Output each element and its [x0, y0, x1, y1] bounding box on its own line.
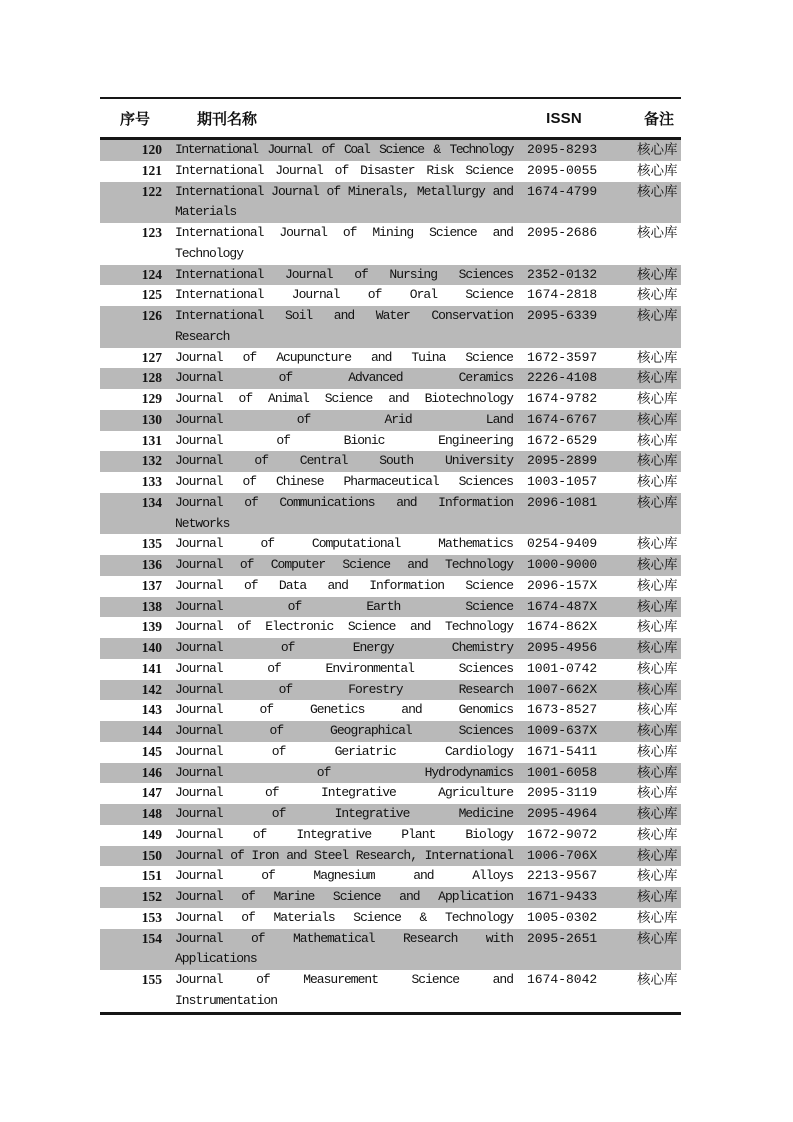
journal-remark: 核心库	[637, 868, 678, 884]
row-number: 137	[141, 577, 162, 593]
row-number: 148	[141, 806, 162, 821]
table-row	[100, 970, 681, 1012]
journal-remark: 核心库	[637, 142, 678, 157]
journal-name: Journal of Data and Information Science	[175, 577, 513, 593]
table-row	[100, 451, 681, 472]
table-row	[100, 265, 681, 286]
row-number: 144	[141, 723, 162, 738]
journal-name: Journal of Electronic Science and Technology	[175, 619, 513, 635]
journal-issn: 1000-9000	[527, 557, 598, 572]
journal-issn: 1674-4799	[527, 183, 598, 199]
row-number: 131	[141, 432, 162, 448]
journal-remark: 核心库	[637, 702, 678, 718]
row-number: 143	[141, 702, 162, 718]
table-row	[100, 389, 681, 410]
table-row	[100, 846, 681, 867]
row-number: 135	[141, 536, 162, 552]
table-row	[100, 929, 681, 971]
journal-issn: 1673-8527	[527, 702, 598, 718]
journal-name: Journal of Central South University	[175, 453, 513, 469]
journal-remark: 核心库	[637, 577, 678, 593]
journal-remark: 核心库	[637, 162, 678, 178]
journal-issn: 2096-157X	[527, 577, 598, 593]
journal-remark: 核心库	[637, 536, 678, 552]
journal-issn: 2095-0055	[527, 162, 598, 178]
journal-remark: 核心库	[637, 909, 678, 925]
journal-name: International Soil and Water Conservation Research	[175, 308, 513, 344]
journal-issn: 1674-9782	[527, 391, 598, 406]
journal-name: Journal of Advanced Ceramics	[175, 370, 513, 386]
journal-remark: 核心库	[637, 308, 678, 323]
table-row	[100, 472, 681, 493]
journal-remark: 核心库	[637, 806, 678, 821]
journal-issn: 1674-2818	[527, 287, 598, 303]
journal-remark: 核心库	[637, 266, 678, 282]
row-number: 126	[141, 308, 162, 323]
journal-remark: 核心库	[637, 183, 678, 199]
journal-name: Journal of Environmental Sciences	[175, 660, 513, 676]
row-number: 140	[141, 640, 162, 655]
journal-issn: 1671-9433	[527, 889, 598, 904]
table-row	[100, 804, 681, 825]
journal-remark: 核心库	[637, 619, 678, 635]
journal-name: Journal of Computer Science and Technology	[175, 557, 513, 572]
journal-remark: 核心库	[637, 287, 678, 303]
journal-issn: 2095-2686	[527, 225, 598, 240]
table-row	[100, 161, 681, 182]
row-number: 147	[141, 785, 162, 801]
journal-remark: 核心库	[637, 930, 678, 946]
table-row	[100, 182, 681, 224]
row-number: 154	[141, 930, 162, 946]
journal-issn: 2095-3119	[527, 785, 598, 801]
journal-table	[100, 97, 681, 1015]
journal-name: International Journal of Oral Science	[175, 287, 513, 303]
row-number: 142	[141, 681, 162, 697]
journal-issn: 1674-487X	[527, 598, 598, 614]
table-row	[100, 493, 681, 535]
row-number: 145	[141, 743, 162, 759]
journal-remark: 核心库	[637, 889, 678, 904]
table-row	[100, 887, 681, 908]
journal-remark: 核心库	[637, 557, 678, 572]
journal-name: Journal of Animal Science and Biotechnology	[175, 391, 513, 406]
journal-name: Journal of Geriatric Cardiology	[175, 743, 513, 759]
journal-issn: 1671-5411	[527, 743, 598, 759]
journal-issn: 1001-6058	[527, 764, 598, 780]
table-row	[100, 659, 681, 680]
journal-name: Journal of Mathematical Research with Applications	[175, 930, 513, 967]
row-number: 152	[141, 889, 162, 904]
journal-remark: 核心库	[637, 743, 678, 759]
journal-name: Journal of Acupuncture and Tuina Science	[175, 349, 513, 365]
journal-remark: 核心库	[637, 225, 678, 240]
journal-name: Journal of Marine Science and Application	[175, 889, 513, 904]
journal-name: International Journal of Mining Science and Technology	[175, 225, 513, 261]
table-row	[100, 410, 681, 431]
journal-name: Journal of Hydrodynamics	[175, 764, 513, 780]
journal-issn: 0254-9409	[527, 536, 598, 552]
journal-remark: 核心库	[637, 432, 678, 448]
journal-name: Journal of Geographical Sciences	[175, 723, 513, 738]
row-number: 123	[141, 225, 162, 240]
table-row	[100, 140, 681, 161]
journal-name: Journal of Integrative Medicine	[175, 806, 513, 821]
header-journal-name: 期刊名称	[197, 110, 258, 128]
journal-issn: 1672-3597	[527, 349, 598, 365]
journal-remark: 核心库	[637, 640, 678, 655]
row-number: 121	[141, 162, 162, 178]
journal-issn: 1672-6529	[527, 432, 598, 448]
journal-remark: 核心库	[637, 349, 678, 365]
row-number: 134	[141, 494, 162, 510]
table-row	[100, 223, 681, 265]
journal-remark: 核心库	[637, 474, 678, 489]
row-number: 125	[141, 287, 162, 303]
table-row	[100, 700, 681, 721]
table-row	[100, 866, 681, 887]
table-header-row	[100, 97, 681, 140]
table-row	[100, 638, 681, 659]
table-body	[100, 140, 681, 1015]
journal-name: Journal of Integrative Agriculture	[175, 785, 513, 801]
row-number: 141	[141, 660, 162, 676]
row-number: 149	[141, 826, 162, 842]
journal-issn: 2096-1081	[527, 494, 598, 510]
row-number: 139	[141, 619, 162, 635]
journal-name: Journal of Integrative Plant Biology	[175, 826, 513, 842]
journal-issn: 1674-862X	[527, 619, 598, 635]
row-number: 138	[141, 598, 162, 614]
journal-name: Journal of Materials Science & Technology	[175, 909, 513, 925]
table-row	[100, 742, 681, 763]
row-number: 132	[141, 453, 162, 469]
journal-remark: 核心库	[637, 723, 678, 738]
journal-issn: 1672-9072	[527, 826, 598, 842]
table-row	[100, 576, 681, 597]
table-row	[100, 825, 681, 846]
table-row	[100, 617, 681, 638]
journal-name: Journal of Genetics and Genomics	[175, 702, 513, 718]
journal-remark: 核心库	[637, 453, 678, 469]
table-row	[100, 783, 681, 804]
table-row	[100, 763, 681, 784]
row-number: 151	[141, 868, 162, 884]
row-number: 122	[141, 183, 162, 199]
journal-name: Journal of Arid Land	[175, 411, 513, 427]
journal-remark: 核心库	[637, 660, 678, 676]
table-row	[100, 431, 681, 452]
journal-issn: 1007-662X	[527, 681, 598, 697]
journal-name: Journal of Earth Science	[175, 598, 513, 614]
journal-remark: 核心库	[637, 847, 678, 863]
journal-remark: 核心库	[637, 370, 678, 386]
journal-issn: 2095-8293	[527, 142, 598, 157]
journal-name: Journal of Measurement Science and Instrumentation	[175, 972, 513, 1008]
journal-name: International Journal of Coal Science & Technology	[175, 142, 513, 157]
table-row	[100, 534, 681, 555]
journal-issn: 2095-4964	[527, 806, 598, 821]
journal-name: International Journal of Disaster Risk Science	[175, 162, 513, 178]
header-issn: ISSN	[546, 109, 582, 127]
journal-remark: 核心库	[637, 826, 678, 842]
journal-issn: 2226-4108	[527, 370, 598, 386]
journal-name: Journal of Magnesium and Alloys	[175, 868, 513, 884]
journal-issn: 1001-0742	[527, 660, 598, 676]
row-number: 155	[141, 972, 162, 987]
journal-name: Journal of Chinese Pharmaceutical Sciences	[175, 474, 513, 489]
table-row	[100, 555, 681, 576]
journal-issn: 2095-4956	[527, 640, 598, 655]
journal-issn: 2095-2651	[527, 930, 598, 946]
table-row	[100, 285, 681, 306]
header-remark: 备注	[643, 110, 674, 128]
row-number: 146	[141, 764, 162, 780]
journal-remark: 核心库	[637, 391, 678, 406]
journal-remark: 核心库	[637, 764, 678, 780]
row-number: 129	[141, 391, 162, 406]
journal-name: Journal of Communications and Information Networks	[175, 494, 513, 531]
journal-name: Journal of Bionic Engineering	[175, 432, 513, 448]
header-index: 序号	[120, 110, 151, 128]
row-number: 153	[141, 909, 162, 925]
table-row	[100, 306, 681, 348]
journal-remark: 核心库	[637, 411, 678, 427]
journal-remark: 核心库	[637, 598, 678, 614]
journal-name: International Journal of Nursing Sciences	[175, 266, 513, 282]
row-number: 120	[141, 142, 162, 157]
row-number: 136	[141, 557, 162, 572]
journal-remark: 核心库	[637, 681, 678, 697]
table-row	[100, 908, 681, 929]
row-number: 128	[141, 370, 162, 386]
journal-remark: 核心库	[637, 972, 678, 987]
journal-name: Journal of Energy Chemistry	[175, 640, 513, 655]
journal-issn: 2213-9567	[527, 868, 598, 884]
journal-issn: 1674-6767	[527, 411, 598, 427]
journal-remark: 核心库	[637, 785, 678, 801]
journal-issn: 2095-6339	[527, 308, 598, 323]
journal-name: Journal of Forestry Research	[175, 681, 513, 697]
table-row	[100, 597, 681, 618]
journal-remark: 核心库	[637, 494, 678, 510]
journal-issn: 1009-637X	[527, 723, 598, 738]
journal-issn: 1003-1057	[527, 474, 598, 489]
journal-issn: 1674-8042	[527, 972, 598, 987]
journal-issn: 2352-0132	[527, 266, 598, 282]
journal-issn: 1005-0302	[527, 909, 598, 925]
table-row	[100, 348, 681, 369]
table-row	[100, 368, 681, 389]
journal-name: Journal of Iron and Steel Research, International	[175, 847, 513, 863]
journal-issn: 2095-2899	[527, 453, 598, 469]
row-number: 150	[141, 847, 162, 863]
journal-issn: 1006-706X	[527, 847, 598, 863]
journal-name: Journal of Computational Mathematics	[175, 536, 513, 552]
journal-name: International Journal of Minerals, Metallurgy and Materials	[175, 183, 513, 220]
table-row	[100, 721, 681, 742]
row-number: 124	[141, 266, 162, 282]
row-number: 133	[141, 474, 162, 489]
row-number: 130	[141, 411, 162, 427]
table-row	[100, 680, 681, 701]
row-number: 127	[141, 349, 162, 365]
